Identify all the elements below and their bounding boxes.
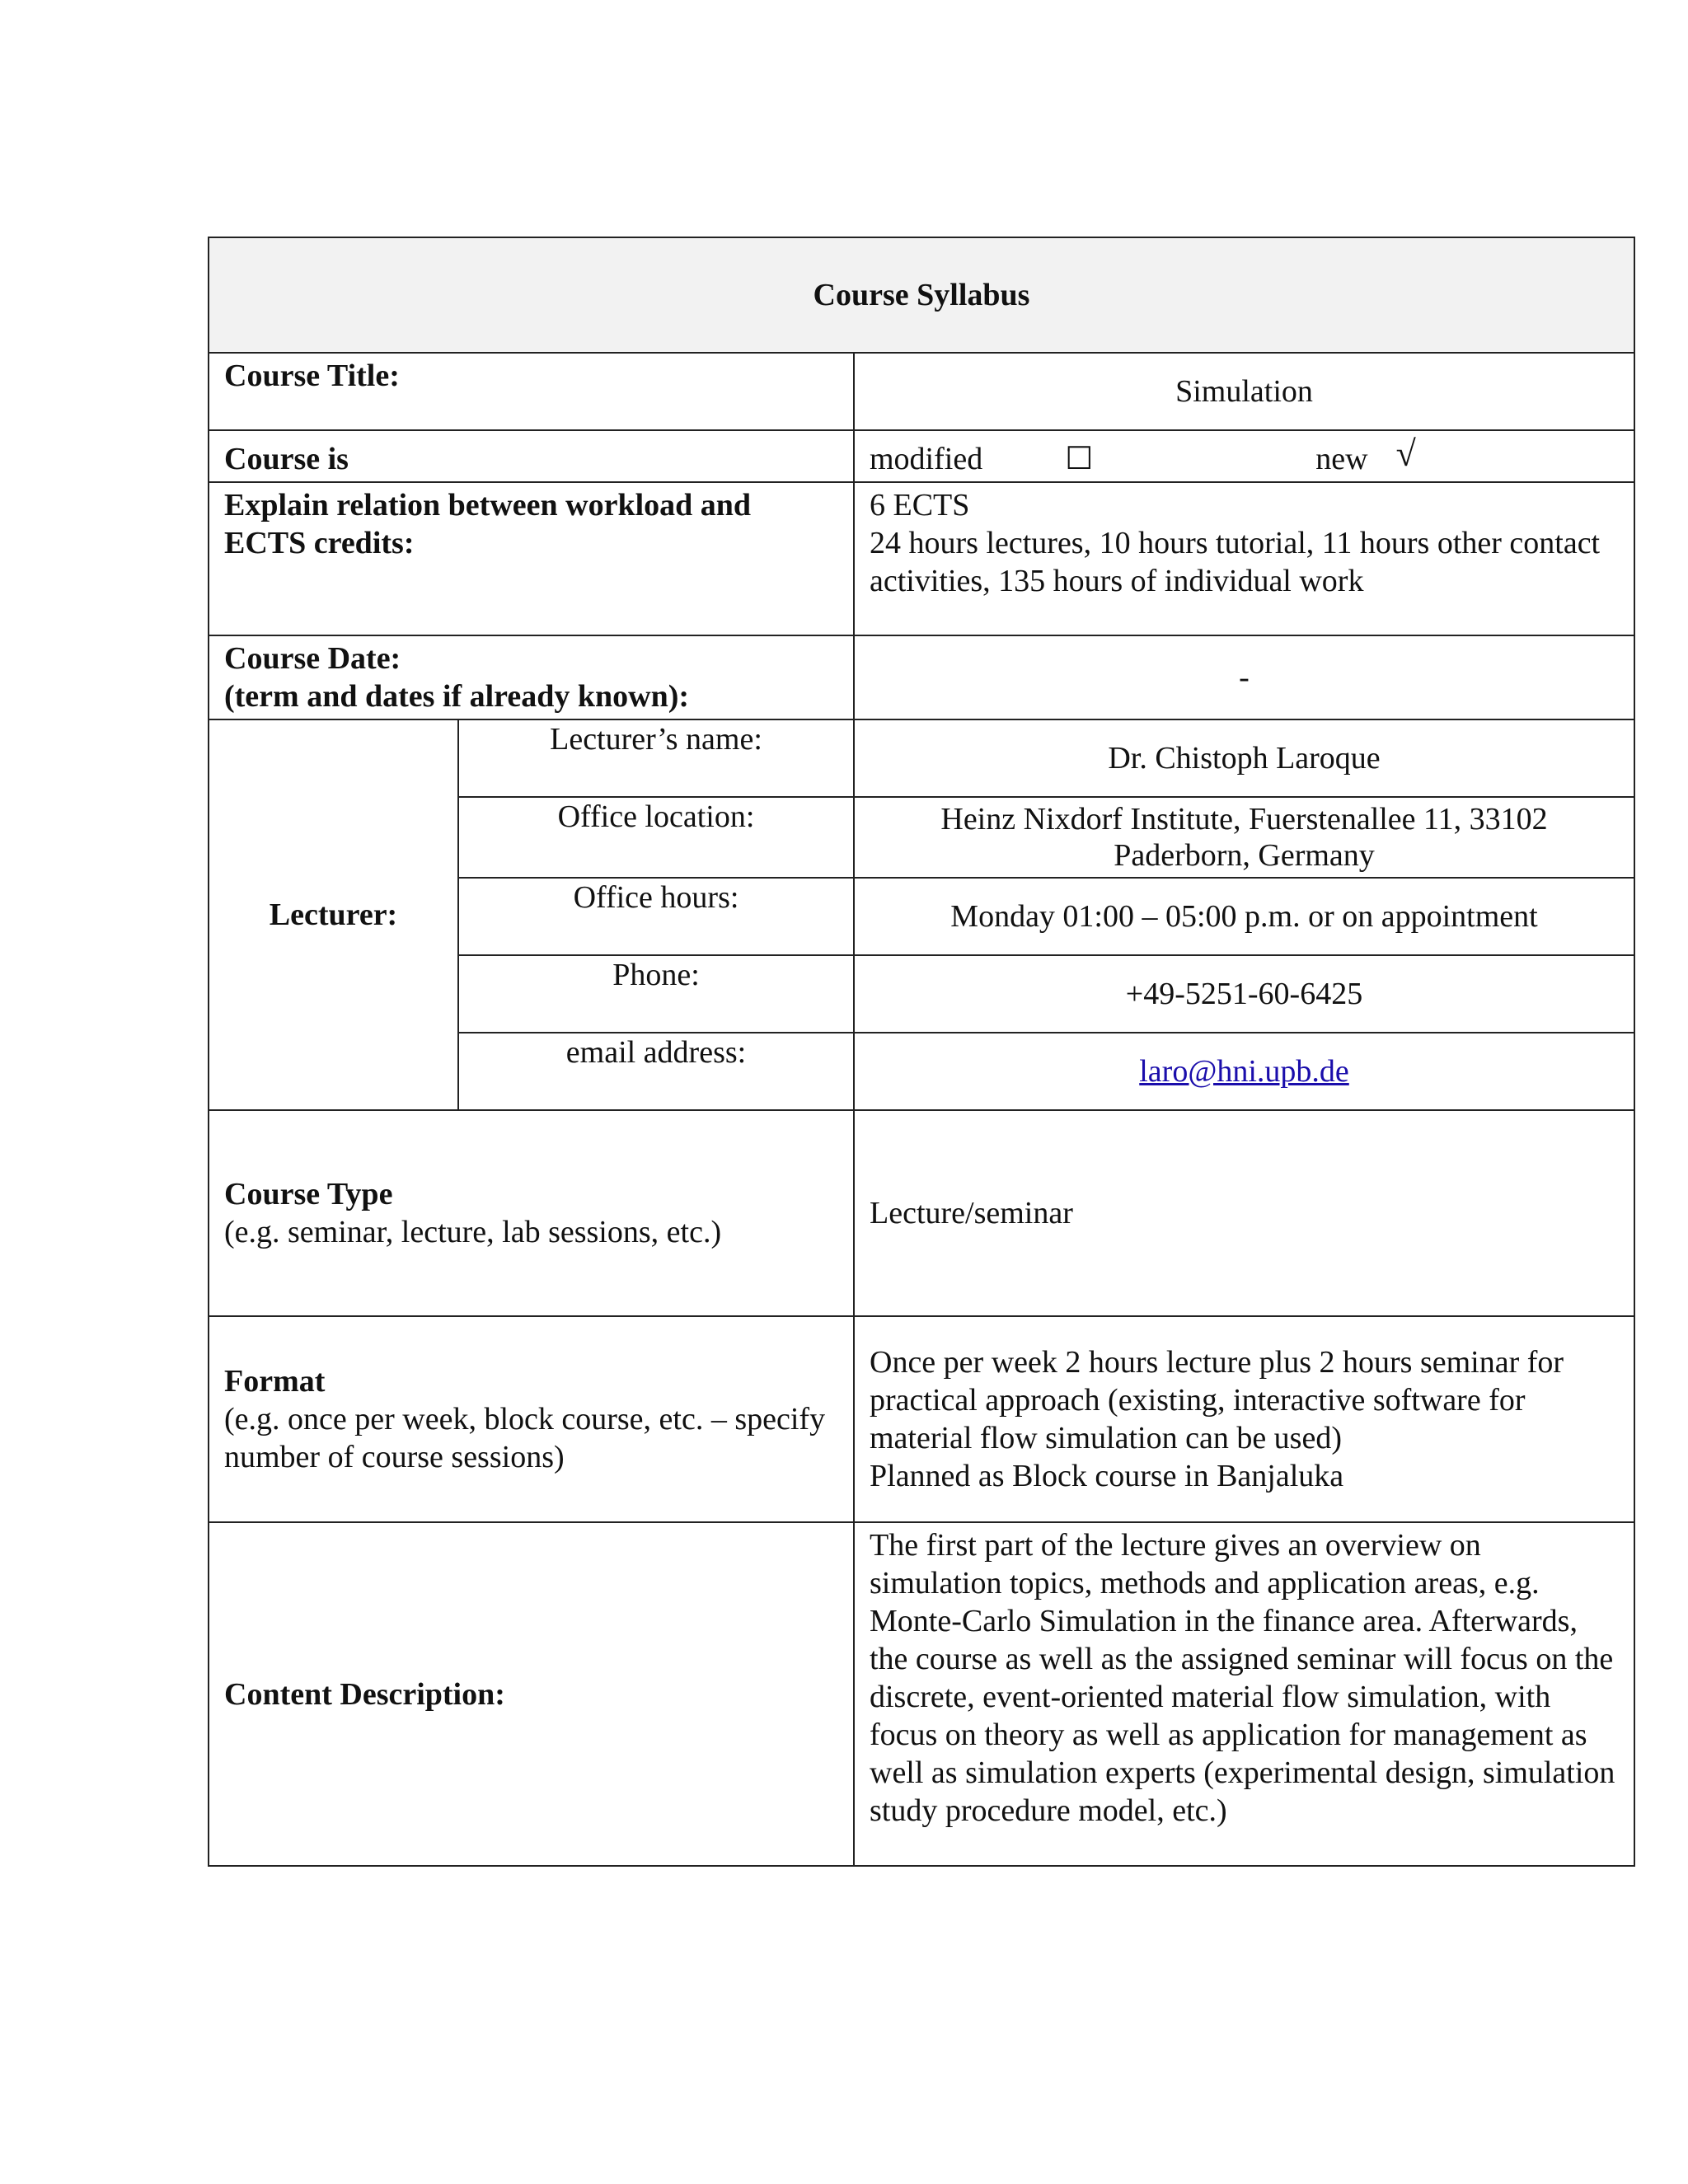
format-label: Format: [224, 1364, 326, 1399]
course-is-options: [854, 430, 1634, 482]
syllabus-table: [208, 237, 1635, 1867]
workload-label-line2: ECTS credits:: [224, 526, 415, 560]
lecturer-name-label: Lecturer’s name:: [458, 719, 854, 797]
modified-option-label: modified: [870, 442, 983, 476]
title-row: [209, 237, 1634, 353]
course-date-row: [209, 635, 1634, 719]
office-location-label: Office location:: [458, 797, 854, 878]
format-row: [209, 1316, 1634, 1522]
course-date-label-line2: (term and dates if already known):: [224, 679, 690, 714]
email-link[interactable]: laro@hni.upb.de: [1139, 1054, 1349, 1089]
new-checkmark-icon: √: [1395, 434, 1416, 474]
course-title-label: Course Title:: [209, 353, 854, 430]
new-option-label: new: [1315, 442, 1368, 476]
office-hours-label: Office hours:: [458, 878, 854, 955]
content-row: [209, 1522, 1634, 1866]
format-value-line1: Once per week 2 hours lecture plus 2 hours seminar for practical approach (existing, interactive software for material flow simulation can be used): [870, 1345, 1564, 1455]
phone-label: Phone:: [458, 955, 854, 1033]
course-is-row: [209, 430, 1634, 482]
course-is-label: Course is: [209, 430, 854, 482]
content-label: Content Description:: [209, 1522, 854, 1866]
course-date-label: [209, 635, 854, 719]
workload-label: [209, 482, 854, 635]
course-type-value: Lecture/seminar: [854, 1110, 1634, 1316]
workload-label-line1: Explain relation between workload and: [224, 488, 752, 523]
syllabus-title: Course Syllabus: [209, 237, 1634, 353]
workload-row: [209, 482, 1634, 635]
phone-value: +49-5251-60-6425: [854, 955, 1634, 1033]
modified-checkbox: ☐: [1065, 442, 1094, 476]
office-location-value: Heinz Nixdorf Institute, Fuerstenallee 11, 33102 Paderborn, Germany: [854, 797, 1634, 878]
format-sublabel: (e.g. once per week, block course, etc. – specify number of course sessions): [224, 1402, 826, 1474]
email-label: email address:: [458, 1033, 854, 1110]
lecturer-name-value: Dr. Chistoph Laroque: [854, 719, 1634, 797]
ects-value: 6 ECTS: [870, 488, 970, 523]
course-type-sublabel: (e.g. seminar, lecture, lab sessions, etc.): [224, 1215, 722, 1249]
email-value-cell: [854, 1033, 1634, 1110]
course-date-value: -: [854, 635, 1634, 719]
format-label-cell: [209, 1316, 854, 1522]
lecturer-label: Lecturer:: [209, 719, 458, 1110]
format-value: [854, 1316, 1634, 1522]
office-hours-value: Monday 01:00 – 05:00 p.m. or on appointment: [854, 878, 1634, 955]
course-type-label-cell: [209, 1110, 854, 1316]
hours-breakdown: 24 hours lectures, 10 hours tutorial, 11 hours other contact activities, 135 hours of individual work: [870, 526, 1601, 598]
workload-value: [854, 482, 1634, 635]
course-type-label: Course Type: [224, 1177, 393, 1212]
course-title-value: Simulation: [854, 353, 1634, 430]
course-date-label-line1: Course Date:: [224, 641, 401, 676]
course-type-row: [209, 1110, 1634, 1316]
lecturer-name-row: [209, 719, 1634, 797]
course-title-row: [209, 353, 1634, 430]
format-value-line2: Planned as Block course in Banjaluka: [870, 1459, 1344, 1493]
content-value: The first part of the lecture gives an overview on simulation topics, methods and application areas, e.g. Monte-Carlo Simulation in the finance area. Afterwards, the course as well as the assigned seminar will focus on the discrete, event-oriented material flow simulation, with focus on theory as well as application for management as well as simulation experts (experimental design, simulation study procedure model, etc.): [854, 1522, 1634, 1866]
